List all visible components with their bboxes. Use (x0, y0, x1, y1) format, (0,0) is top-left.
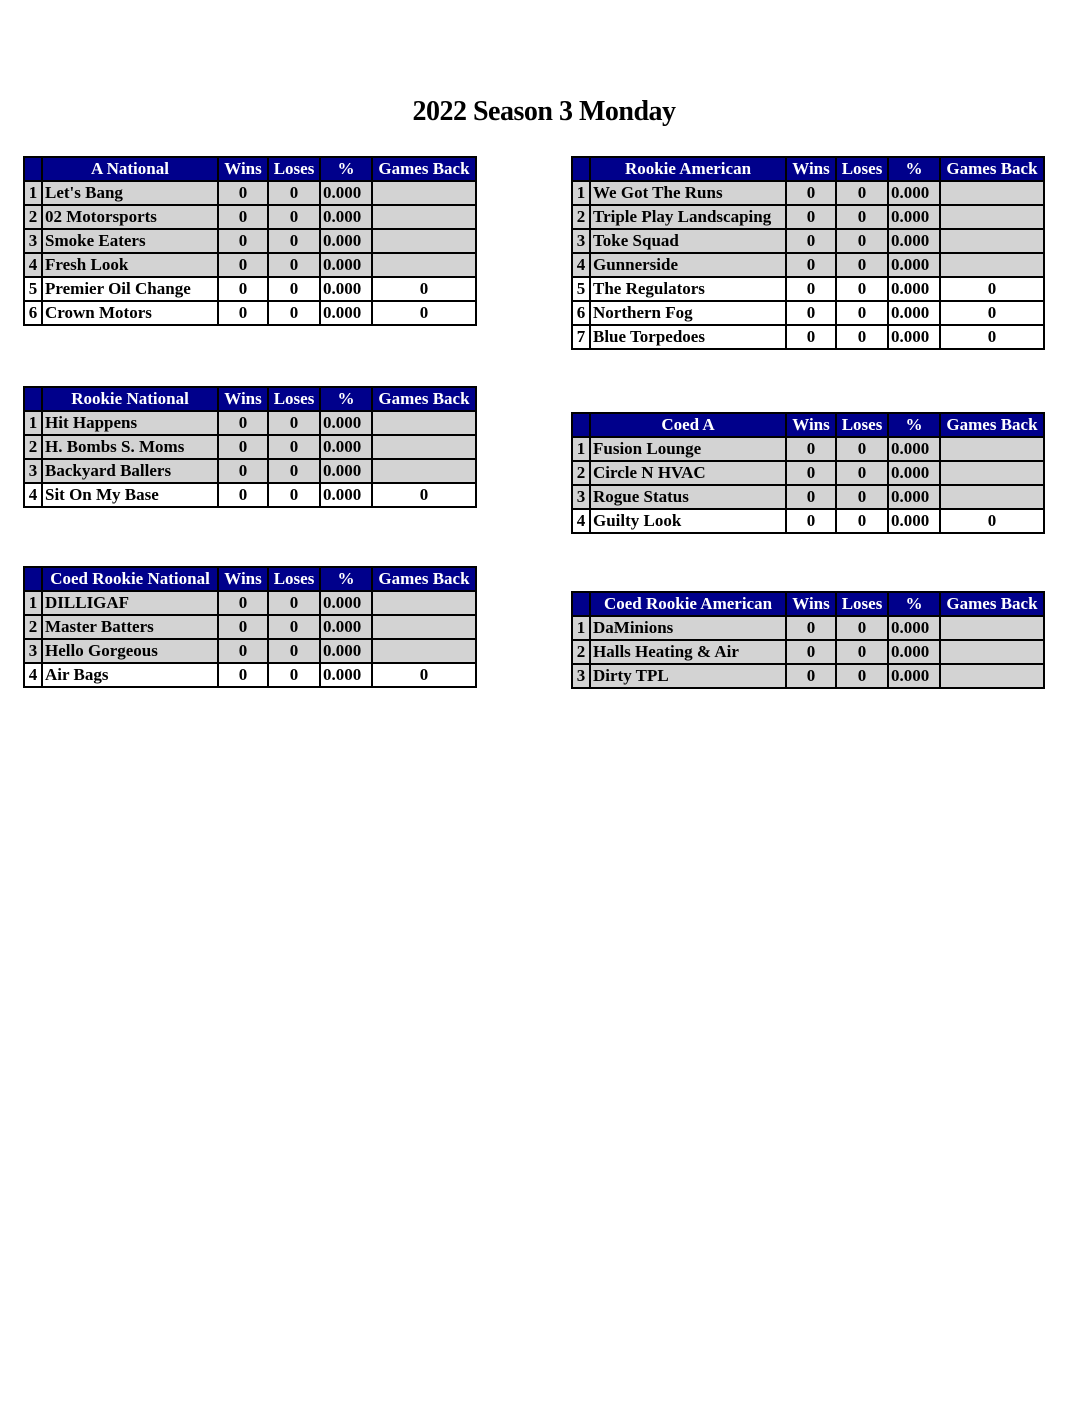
loses-header: Loses (836, 157, 888, 181)
team-name-cell: The Regulators (590, 277, 786, 301)
header-rank-cell (572, 157, 590, 181)
rank-cell: 5 (572, 277, 590, 301)
loses-cell: 0 (268, 253, 320, 277)
team-name-cell: Blue Torpedoes (590, 325, 786, 349)
team-name-cell: Crown Motors (42, 301, 218, 325)
wins-header: Wins (786, 413, 836, 437)
games-back-header: Games Back (940, 413, 1044, 437)
rank-cell: 1 (572, 616, 590, 640)
pct-cell: 0.000 (320, 435, 372, 459)
rank-cell: 3 (572, 229, 590, 253)
table-row (24, 411, 476, 435)
standings-table-coed-rookie-american (571, 591, 1045, 689)
header-rank-cell (572, 413, 590, 437)
pct-cell: 0.000 (888, 205, 940, 229)
table-row (24, 483, 476, 507)
rank-cell: 2 (24, 615, 42, 639)
games-back-header: Games Back (940, 592, 1044, 616)
table-row (572, 461, 1044, 485)
games-back-cell (372, 459, 476, 483)
rank-cell: 2 (24, 205, 42, 229)
games-back-cell (940, 181, 1044, 205)
rank-cell: 3 (572, 664, 590, 688)
loses-cell: 0 (268, 615, 320, 639)
team-name-cell: Circle N HVAC (590, 461, 786, 485)
standings-table-coed-a (571, 412, 1045, 534)
pct-cell: 0.000 (888, 229, 940, 253)
loses-cell: 0 (268, 483, 320, 507)
wins-cell: 0 (786, 509, 836, 533)
division-name-header: Coed Rookie American (590, 592, 786, 616)
pct-cell: 0.000 (320, 459, 372, 483)
loses-cell: 0 (836, 301, 888, 325)
wins-cell: 0 (786, 437, 836, 461)
games-back-cell (372, 411, 476, 435)
loses-header: Loses (836, 413, 888, 437)
pct-cell: 0.000 (888, 616, 940, 640)
loses-cell: 0 (268, 459, 320, 483)
table-row (24, 591, 476, 615)
loses-header: Loses (268, 157, 320, 181)
rank-cell: 3 (24, 229, 42, 253)
pct-cell: 0.000 (888, 640, 940, 664)
wins-cell: 0 (786, 229, 836, 253)
loses-cell: 0 (268, 591, 320, 615)
games-back-cell (940, 461, 1044, 485)
wins-cell: 0 (218, 205, 268, 229)
games-back-cell (940, 616, 1044, 640)
table-row (572, 277, 1044, 301)
table-row (572, 205, 1044, 229)
team-name-cell: Guilty Look (590, 509, 786, 533)
games-back-cell: 0 (372, 277, 476, 301)
wins-cell: 0 (786, 325, 836, 349)
table-row (24, 663, 476, 687)
team-name-cell: Hello Gorgeous (42, 639, 218, 663)
rank-cell: 6 (24, 301, 42, 325)
team-name-cell: Backyard Ballers (42, 459, 218, 483)
wins-cell: 0 (786, 301, 836, 325)
header-rank-cell (24, 387, 42, 411)
division-name-header: Rookie American (590, 157, 786, 181)
rank-cell: 3 (572, 485, 590, 509)
team-name-cell: Fusion Lounge (590, 437, 786, 461)
team-name-cell: 02 Motorsports (42, 205, 218, 229)
pct-cell: 0.000 (888, 301, 940, 325)
rank-cell: 4 (24, 253, 42, 277)
wins-header: Wins (218, 387, 268, 411)
loses-cell: 0 (836, 616, 888, 640)
table-row (572, 253, 1044, 277)
table-row (24, 229, 476, 253)
rank-cell: 2 (572, 640, 590, 664)
rank-cell: 2 (572, 205, 590, 229)
page-title: 2022 Season 3 Monday (412, 96, 676, 127)
loses-cell: 0 (836, 640, 888, 664)
wins-cell: 0 (786, 461, 836, 485)
wins-header: Wins (786, 157, 836, 181)
rank-cell: 3 (24, 639, 42, 663)
loses-cell: 0 (268, 229, 320, 253)
pct-cell: 0.000 (320, 639, 372, 663)
rank-cell: 7 (572, 325, 590, 349)
table-header-row (572, 413, 1044, 437)
pct-cell: 0.000 (320, 205, 372, 229)
games-back-cell (372, 591, 476, 615)
rank-cell: 3 (24, 459, 42, 483)
wins-cell: 0 (218, 639, 268, 663)
pct-cell: 0.000 (888, 664, 940, 688)
team-name-cell: Halls Heating & Air (590, 640, 786, 664)
pct-cell: 0.000 (320, 615, 372, 639)
pct-cell: 0.000 (320, 277, 372, 301)
wins-cell: 0 (786, 640, 836, 664)
wins-cell: 0 (218, 229, 268, 253)
wins-cell: 0 (786, 664, 836, 688)
rank-cell: 4 (24, 663, 42, 687)
table-header-row (572, 592, 1044, 616)
games-back-header: Games Back (372, 567, 476, 591)
games-back-cell (940, 640, 1044, 664)
pct-header: % (320, 387, 372, 411)
games-back-cell (940, 437, 1044, 461)
pct-cell: 0.000 (888, 253, 940, 277)
table-row (24, 435, 476, 459)
team-name-cell: Hit Happens (42, 411, 218, 435)
games-back-header: Games Back (940, 157, 1044, 181)
loses-cell: 0 (268, 663, 320, 687)
games-back-cell: 0 (940, 325, 1044, 349)
rank-cell: 1 (572, 181, 590, 205)
division-name-header: Coed A (590, 413, 786, 437)
team-name-cell: Premier Oil Change (42, 277, 218, 301)
pct-cell: 0.000 (320, 181, 372, 205)
games-back-cell (372, 205, 476, 229)
team-name-cell: Gunnerside (590, 253, 786, 277)
pct-cell: 0.000 (320, 483, 372, 507)
table-row (572, 664, 1044, 688)
games-back-cell (372, 181, 476, 205)
rank-cell: 2 (24, 435, 42, 459)
header-rank-cell (572, 592, 590, 616)
wins-cell: 0 (218, 253, 268, 277)
pct-cell: 0.000 (320, 591, 372, 615)
table-row (24, 459, 476, 483)
pct-cell: 0.000 (888, 509, 940, 533)
table-row (24, 181, 476, 205)
rank-cell: 4 (24, 483, 42, 507)
table-row (572, 325, 1044, 349)
table-row (572, 181, 1044, 205)
team-name-cell: We Got The Runs (590, 181, 786, 205)
pct-cell: 0.000 (888, 461, 940, 485)
division-name-header: Rookie National (42, 387, 218, 411)
loses-cell: 0 (836, 461, 888, 485)
loses-cell: 0 (836, 437, 888, 461)
loses-cell: 0 (836, 325, 888, 349)
wins-cell: 0 (218, 181, 268, 205)
games-back-cell (372, 253, 476, 277)
table-row (572, 437, 1044, 461)
wins-cell: 0 (786, 277, 836, 301)
wins-cell: 0 (218, 663, 268, 687)
rank-cell: 1 (24, 411, 42, 435)
wins-cell: 0 (218, 459, 268, 483)
pct-cell: 0.000 (320, 663, 372, 687)
wins-cell: 0 (218, 591, 268, 615)
games-back-cell (940, 485, 1044, 509)
games-back-cell (372, 435, 476, 459)
wins-header: Wins (786, 592, 836, 616)
pct-cell: 0.000 (888, 277, 940, 301)
rank-cell: 1 (24, 591, 42, 615)
loses-header: Loses (836, 592, 888, 616)
team-name-cell: Rogue Status (590, 485, 786, 509)
standings-table-coed-rookie-national (23, 566, 477, 688)
loses-cell: 0 (268, 277, 320, 301)
wins-cell: 0 (218, 483, 268, 507)
table-row (572, 616, 1044, 640)
games-back-cell: 0 (940, 509, 1044, 533)
loses-cell: 0 (836, 253, 888, 277)
loses-cell: 0 (268, 435, 320, 459)
table-row (572, 509, 1044, 533)
standings-table-a-national (23, 156, 477, 326)
standings-table-rookie-american (571, 156, 1045, 350)
pct-cell: 0.000 (320, 301, 372, 325)
games-back-cell (940, 229, 1044, 253)
table-row (572, 229, 1044, 253)
table-row (24, 277, 476, 301)
rank-cell: 2 (572, 461, 590, 485)
table-row (24, 615, 476, 639)
loses-cell: 0 (836, 229, 888, 253)
team-name-cell: Let's Bang (42, 181, 218, 205)
pct-cell: 0.000 (320, 253, 372, 277)
team-name-cell: Sit On My Base (42, 483, 218, 507)
table-row (24, 301, 476, 325)
team-name-cell: Master Batters (42, 615, 218, 639)
loses-cell: 0 (836, 485, 888, 509)
wins-cell: 0 (786, 205, 836, 229)
wins-cell: 0 (218, 411, 268, 435)
loses-cell: 0 (268, 639, 320, 663)
wins-cell: 0 (218, 615, 268, 639)
loses-header: Loses (268, 387, 320, 411)
table-row (572, 485, 1044, 509)
games-back-cell: 0 (940, 301, 1044, 325)
team-name-cell: H. Bombs S. Moms (42, 435, 218, 459)
games-back-cell (372, 639, 476, 663)
rank-cell: 1 (572, 437, 590, 461)
pct-header: % (888, 413, 940, 437)
standings-table-rookie-national (23, 386, 477, 508)
header-rank-cell (24, 567, 42, 591)
games-back-cell: 0 (940, 277, 1044, 301)
loses-cell: 0 (836, 205, 888, 229)
wins-cell: 0 (786, 181, 836, 205)
team-name-cell: Dirty TPL (590, 664, 786, 688)
rank-cell: 1 (24, 181, 42, 205)
wins-header: Wins (218, 157, 268, 181)
division-name-header: Coed Rookie National (42, 567, 218, 591)
table-row (24, 205, 476, 229)
pct-cell: 0.000 (888, 325, 940, 349)
rank-cell: 4 (572, 253, 590, 277)
games-back-cell (940, 664, 1044, 688)
rank-cell: 5 (24, 277, 42, 301)
pct-cell: 0.000 (888, 485, 940, 509)
rank-cell: 6 (572, 301, 590, 325)
games-back-header: Games Back (372, 157, 476, 181)
wins-cell: 0 (218, 301, 268, 325)
pct-cell: 0.000 (320, 411, 372, 435)
table-header-row (24, 387, 476, 411)
team-name-cell: Smoke Eaters (42, 229, 218, 253)
team-name-cell: Triple Play Landscaping (590, 205, 786, 229)
pct-header: % (320, 157, 372, 181)
table-header-row (24, 567, 476, 591)
table-row (572, 301, 1044, 325)
games-back-cell: 0 (372, 483, 476, 507)
team-name-cell: Toke Squad (590, 229, 786, 253)
table-row (24, 639, 476, 663)
loses-cell: 0 (836, 664, 888, 688)
wins-cell: 0 (786, 616, 836, 640)
pct-header: % (320, 567, 372, 591)
games-back-cell: 0 (372, 301, 476, 325)
table-header-row (24, 157, 476, 181)
loses-header: Loses (268, 567, 320, 591)
team-name-cell: Fresh Look (42, 253, 218, 277)
loses-cell: 0 (268, 181, 320, 205)
wins-cell: 0 (786, 485, 836, 509)
loses-cell: 0 (268, 205, 320, 229)
wins-header: Wins (218, 567, 268, 591)
team-name-cell: DaMinions (590, 616, 786, 640)
pct-cell: 0.000 (320, 229, 372, 253)
loses-cell: 0 (268, 411, 320, 435)
games-back-cell: 0 (372, 663, 476, 687)
division-name-header: A National (42, 157, 218, 181)
pct-cell: 0.000 (888, 437, 940, 461)
table-header-row (572, 157, 1044, 181)
games-back-cell (372, 229, 476, 253)
games-back-cell (372, 615, 476, 639)
wins-cell: 0 (218, 277, 268, 301)
table-row (572, 640, 1044, 664)
loses-cell: 0 (836, 277, 888, 301)
pct-header: % (888, 592, 940, 616)
team-name-cell: DILLIGAF (42, 591, 218, 615)
games-back-cell (940, 253, 1044, 277)
loses-cell: 0 (836, 181, 888, 205)
team-name-cell: Northern Fog (590, 301, 786, 325)
rank-cell: 4 (572, 509, 590, 533)
loses-cell: 0 (268, 301, 320, 325)
team-name-cell: Air Bags (42, 663, 218, 687)
wins-cell: 0 (218, 435, 268, 459)
games-back-cell (940, 205, 1044, 229)
pct-cell: 0.000 (888, 181, 940, 205)
pct-header: % (888, 157, 940, 181)
header-rank-cell (24, 157, 42, 181)
games-back-header: Games Back (372, 387, 476, 411)
loses-cell: 0 (836, 509, 888, 533)
wins-cell: 0 (786, 253, 836, 277)
table-row (24, 253, 476, 277)
